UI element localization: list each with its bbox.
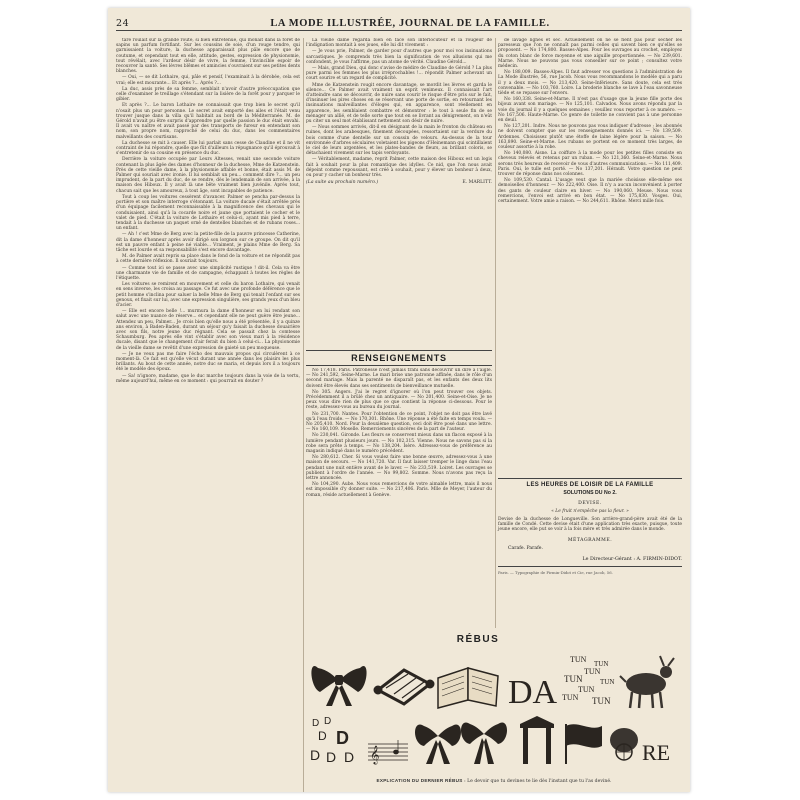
metagramme-label: MÉTAGRAMME.	[567, 537, 613, 543]
d-letter: D	[344, 749, 355, 765]
frame-icon	[375, 670, 433, 704]
gateway-icon	[520, 716, 554, 764]
tun-word: TUN	[562, 693, 579, 702]
paragraph: — Ah ! c'est Mme de Berg avec la petite-fille de la pauvre princesse Catherine, dit la dame d'honneur après avoir dirigé son lorgnon sur ce groupe. On dit qu'il est un pauvre enfant à peine né viable... Vraiment, je plains Mme de Berg. Sa tâche est lourde et sa responsabilité s'est encore davantage.	[116, 232, 300, 253]
loisir-body: Devise de la duchesse de Longueville. Son arrière-grand-père avait été de la famille de Condé. Cette devise était d'une application très exacte, puisque, toute jeune encore, elle put se voir à la fois mère et très admirée dans le monde.	[498, 517, 682, 533]
paragraph: No 127,201. Indre. Nous ne pouvons pas vous indiquer d'adresse ; les abonnés ne doivent compter que sur les renseignements donnés ici. — No 139,509. Ardennes. Choisissez plutôt une étoffe de laine légère pour la saison. — No 163,890. Seine-et-Marne. Les rubans se portent en ce moment très larges, de couleur assortie à la robe.	[498, 124, 682, 151]
paragraph: Derrière la voiture occupée par Leurs Altesses, venait une seconde voiture contenant la plus âgée des dames d'honneur de la duchesse, Mme de Katzenstein. Près de cette vieille dame, à la physionomie affable et bonne, était assis M. de Palmer qui souriait avec ironie. Il lui semblait un peu... comment dire ?... un peu imprudent, de la part du duc, de se rendre, dès le lendemain de son arrivée, à la maison des Hiboux. Il y avait là une bête vraiment bien juvénile. Après tout, chacun sait que les amoureux, à tout âge, sont incapables de patience.	[116, 157, 300, 194]
paragraph: No 188,009. Basses-Alpes. Il faut adresser vos questions à l'administration de La Mode illustrée, 56, rue Jacob. Nous vous recommandons le modèle qui a paru il y a deux mois. — No 213,420. Seine-Inférieure. Sans doute, cela est très convenable. — No 103,760. Loire. La broderie blanche se lave à l'eau savonneuse tiède et se repasse sur l'envers.	[498, 70, 682, 97]
paragraph: — Véritablement, madame, reprit Palmer, cette maison des Hiboux est un logis fait à souhait pour la plus romantique des idylles. Ce nid, que l'on nous avait dépeint comme repoussant, est créé à souhait, pour y élever un bonheur à deux, ou pour y cacher un bonheur très.	[306, 157, 492, 179]
d-letter: D	[312, 718, 320, 729]
paragraph: — Comme tout ici se passe avec une simplicité rustique ! dit-il. Cela va être une charmante vie de famille et de campagne, échappant à toutes les règles de l'étiquette.	[116, 265, 300, 281]
page-number: 24	[116, 17, 130, 29]
bow-icon	[311, 666, 366, 706]
flag-icon	[566, 724, 602, 764]
paragraph: No 160,338. Seine-et-Marne. Il n'est pas d'usage que la jeune fille porte des bijoux avant son mariage. — No 125,101. Calvados. Nous avons répondu par la voie du journal il y a quelques semaines ; veuillez vous reporter à ce numéro. — No 167,506. Haute-Marne. Ce genre de toilette ne convient pas à une personne en deuil.	[498, 97, 682, 124]
bow-icon	[415, 724, 461, 764]
d-letter: D	[336, 728, 349, 748]
paragraph: tare roulait sur la grande route, si bien entretenue, qui monait dans la forêt de sapins un parfum fortifiant. Sur les coussins de soie, d'un rouge tendre, qui garnissaient la voiture, la duchesse apparaissait plus pâle encore que de coutume, et cependant tout en elle, attitude, gestes, expression de physionomie, tout révélait, avec l'ardeur désir de vivre, la femme, l'invincible espoir de recouvrer la santé. Ses lèvres blêmes et amincies s'ouvraient sur ses petites dents blanches.	[116, 38, 300, 75]
paragraph: — Je ne veux pas me faire l'écho des mauvais propos qui circulèrent à ce moment-là. Ce fait est qu'elle vécut durant une année dans les plaisirs les plus brillants. Au bout de cette année, notre duc se maria, et depuis lors il a toujours été le modèle des époux.	[116, 351, 300, 373]
loisir-title: LES HEURES DE LOISIR DE LA FAMILLE	[498, 478, 682, 488]
d-letter: D	[310, 747, 321, 763]
tun-word: TUN	[592, 696, 611, 706]
rebus-caption-text: : Le devoir que tu devines te lie dès l'instant que tu l'as deviné.	[462, 779, 612, 784]
paragraph: Mme de Katzenstein rougit encore davantage, se mordit les lèvres et garda le silence... Ce Palmer avait vraiment un esprit venimeux. Il connaissait l'art d'atteindre sans se découvrir, de nuire sans courir le risque d'être pris sur le fait, d'insinuer les pires choses en se réservant une porte de sortie, en retournant les insinuations malveillantes d'éloges qui, en apparence, sont réellement en apparence, les semblaient combattre et démontrer : le tout à seule fin de se ménager un allié, et de telle sorte que tout en se livrant au dénigrement, on n'eût pu citer un seul mot établissant nettement son désir de nuire.	[306, 82, 492, 125]
metagramme-answer: Carafe. Parafe.	[508, 545, 543, 551]
continued-note: (La suite au prochain numéro.)	[306, 180, 379, 186]
paragraph: — Oui, — se dit Lothaire, qui, pâle et pensif, l'examinait à la dérobée, cela est vrai; elle est mourante... Et après ?... Après ?...	[116, 75, 300, 86]
paragraph: No 230,041. Gironde. Les fleurs se conservent mieux dans un flacon exposé à la lumière pendant plusieurs jours. — No 102,315. Vienne. Nous ne savons pas si la robe sera prête à temps. — No 138,204. Isère. Adressez-vous de préférence au magasin indiqué dans le numéro précédent.	[306, 433, 492, 455]
paragraph: Et après ?... Le baron Lothaire ne connaissait que trop bien le secret qu'il n'osait plus un pour personne. Le secret avait emporté des ailes et l'était venu trouver jusque dans la villa qu'il habitait au bord de la Méditerranée. M. de Gérold n'avait pu être surpris d'apprendre par quelle passion le duc était envahi. Il avait vu naître et avait passé par des transports de fureur en entendant son nom, son propre nom, rapproché de celui du duc, dans les commentaires malveillants des courtisans.	[116, 103, 300, 140]
journal-page	[108, 8, 690, 792]
renseignements-body	[306, 368, 492, 650]
paragraph: No 104,290. Aube. Nous vous remercions de votre aimable lettre, mais il nous est impossible d'y donner suite. — No 217,406. Paris. Mlle de Meyer, l'auteur du roman, réside actuellement à Genève.	[306, 482, 492, 498]
column-1	[116, 38, 300, 792]
tun-word: TUN	[570, 655, 587, 664]
paragraph: No 109,530. Cantal. L'usage veut que la mariée choisisse elle-même ses demoiselles d'honneur. — No 222,400. Oise. Il n'y a aucun inconvénient à porter des gants de couleur claire en hiver. — No 190,060. Meuse. Nous vous remercions, l'envoi est arrivé en bon état. — No 175,830. Vosges. Oui, certainement. Votre amie a raison. — No 244,611. Rhône. Merci mille fois.	[498, 178, 682, 205]
tun-word: TUN	[584, 667, 601, 676]
svg-text:𝄞: 𝄞	[370, 745, 380, 764]
tun-word: TUN	[600, 678, 615, 686]
paragraph: M. de Palmer avait repris sa place dans le fond de la voiture et ne répondit pas à cette dernière réflexion. Il souriait toujours.	[116, 254, 300, 265]
paragraph: La vieille dame regarda bien en face son interlocuteur et la rougeur de l'indignation montait à ses joues, elle lui dit vivement :	[306, 38, 492, 49]
d-letter: D	[318, 729, 327, 743]
story-footer	[306, 180, 492, 185]
wheel-icon	[610, 728, 638, 760]
page-header	[116, 16, 682, 31]
paragraph: La duchesse se mit à causer. Elle lui parlait sans cesse de Claudine et il ne vit contraint de lui répondre, quelle que fût d'ailleurs la répugnance qu'il éprouvait à s'entretenir de sa cousine en présence du duc.	[116, 140, 300, 157]
goat-icon	[620, 656, 674, 708]
rebus-letters-da: DA	[508, 674, 558, 711]
renseignements-heading: RENSEIGNEMENTS	[306, 350, 492, 366]
book-icon	[438, 668, 498, 708]
rebus-illustration	[308, 648, 680, 768]
loisir-section	[498, 478, 682, 575]
director-signature: Le Directeur-Gérant : A. FIRMIN-DIDOT.	[498, 557, 682, 567]
column-2	[306, 38, 492, 348]
paragraph: No 231,700. Nantes. Pour l'obtention de ce point, l'objet ne doit pas être lavé qu'à l'eau froide. — No 170,301. Rhône. Une réponse a été faite en temps voulu. — No 205,410. Nord. Pour la deuxième question, ceci doit être posé dans une lettre. — No 160,109. Moselle. Remerciements sincères de la part de l'auteur.	[306, 411, 492, 433]
d-letters-group	[310, 716, 354, 765]
rebus-caption	[308, 778, 680, 784]
journal-title: LA MODE ILLUSTRÉE, JOURNAL DE LA FAMILLE.	[270, 17, 550, 29]
paragraph: — Je vous prie, Palmer, de garder pour d'autres que pour moi vos insinuations sarcastiques. Je comprends très bien la signification de vos allusions qui me confondent, je vous l'affirme, pas un atome de vérité. Claudine Gérold...	[306, 49, 492, 65]
devise-label: DEVISE.	[578, 501, 602, 506]
rebus-caption-label: EXPLICATION DU DERNIER RÉBUS	[376, 778, 463, 783]
paragraph: No 305. Angers. J'ai le regret d'ignorer où l'on peut trouver ces objets. Précédemment il a brûlé chez un antiquaire. — No 201,400. Seine-et-Oise. Je ne peux vous dire rien de plus que ce que contient la réponse ci-dessous. Pour le reste, adressez-vous au bureau du journal.	[306, 389, 492, 411]
paragraph: No 17,418. Paris. Patronesse n'est jamais trahi sans découvrir un dire à l'aigle. — No 241,592, Seine-Marne. Le mari brise une patronne affinée, dans le rôle d'un second mariage. Mais la parenté ne disparaît pas, et les enfants des deux lits doivent être élevés dans ses sentiments de bienveillance mutuelle.	[306, 368, 492, 389]
tun-word: TUN	[594, 660, 609, 668]
paragraph: Les voitures se remirent en mouvement et celle du baron Lothaire, qui venait en sens inverse, les croisa au passage. Ce fut avec une profonde déférence que le petit homme s'inclina pour saluer la belle Mme de Berg qui tenait l'enfant sur ses genoux, et fixait sur lui, avec une expression singulière, ses grands yeux d'un bleu d'acier.	[116, 282, 300, 308]
paragraph: de lavage lignes et sec. Actuellement on ne se fient pas pour sécher les paresseux que l'on ne connaît pas parmi celles qui savent bien ce qu'elles se proposent. — No 174,800. Basses-Alpes. Pour les ouvrages au crochet, employez du coton blanc de force moyenne et une aiguille proportionnée. — No 239,601. Marne. Nous ne pouvons pas vous conseiller sur ce point ; consultez votre médecin.	[498, 38, 682, 70]
paragraph: — Nous sommes arrivés, dit-il en désignant de la main le fronton du château en ruines, dont les arabesques, finement découpées, ressortaient sur la verdure du bois comme d'une dentelle sur un coussin de velours. Au-dessus de la tour environnée d'arbres séculaires voletaient les pigeons d'Heinemann qui scintillaient le ciel de leurs argentées, et les plates-bandes de fleurs, au brillant coloris, se détachaient vivement sur les tapis verdoyants.	[306, 125, 492, 157]
rebus-letters-re: RE	[642, 740, 671, 765]
paragraph: La duc, assis près de sa femme, semblait n'avoir d'autre préoccupation que celle d'examiner le treillage s'étendant sur la lisière de la forêt pour y parquer le gibier.	[116, 86, 300, 103]
music-staff-icon	[368, 740, 408, 765]
column-divider	[303, 38, 304, 792]
bow-icon	[461, 722, 507, 764]
paragraph: — Sa! n'ignore, madame, que le duc marche toujours dans la voie de la vertu, même aujourd'hui, même en ce moment : qui pourrait en douter ?	[116, 373, 300, 384]
rebus-title: RÉBUS	[456, 634, 500, 645]
tun-word-group	[562, 655, 614, 706]
printer-line: Paris. — Typographie de Firmin-Didot et Cie, rue Jacob, 56.	[498, 569, 613, 575]
loisir-subtitle: SOLUTIONS DU No 2.	[563, 490, 617, 496]
paragraph: — Mais, grand Dieu, qui donc s'avise de médire de Claudine de Gérold ? La plus pure parmi les femmes les plus irréprochables !... répondit Palmer achevant un court sourire et un regard de complicité.	[306, 66, 492, 82]
paragraph: No 280,612. Cher. Si vous voulez faire une bonne œuvre, adressez-vous à une maison de secours. — No 141,720. Var. Il faut laisser tremper le linge dans l'eau pendant une nuit entière avant de le laver. — No 233,519. Loiret. Les ouvrages se publient à l'ordre de l'année. — No 99,802. Somme. Nous n'avons pas reçu la lettre annoncée.	[306, 455, 492, 482]
devise-text: « Le fruit n'empêche pas la fleur. »	[551, 509, 629, 514]
author-signature: E. MARLITT.	[462, 180, 492, 186]
d-letter: D	[324, 716, 332, 727]
paragraph: Tout à coup les voitures cessèrent d'avancer. Palmer se pencha par-dessus la portière et son maître interroge s'étonnant. La voiture ducale s'était arrêtée près d'un équipage facilement reconnaissable à la magnificence des chevaux qui le conduisaient, ainsi qu'à la cocarde noire et jaune que portaient le cocher et le valet de pied. C'était la voiture de Lothaire et celui-ci, ayant mis pied à terre, tendait à la duchesse un paquet orné de dentelles blanches et de rubans roses... un enfant.	[116, 194, 300, 232]
paragraph: No 140,080. Aisne. La coiffure à la mode pour les petites filles consiste en cheveux relevés et retenus par un ruban. — No 121,360. Seine-et-Marne. Nous serons très heureux de recevoir de vous d'autres communications. — No 111,409. Paris. Oui, le tulle est porté. — No 137,201. Hérault. Votre question ne peut trouver de réponse dans nos colonnes.	[498, 151, 682, 178]
column-3	[498, 38, 682, 468]
tun-word: TUN	[564, 674, 583, 684]
column-divider	[495, 38, 496, 628]
tun-word: TUN	[578, 685, 595, 694]
d-letter: D	[326, 749, 337, 765]
paragraph: — Elle est encore belle !... murmura la dame d'honneur en lui rendant son salut avec une nuance de réserve... et cependant elle ne peut guère être jeune... Attendez un peu, Palmer... Je crois bien qu'elle nous a été présentée, il y a quinze ans environ, à Baden-Baden, durant un séjour qu'y faisait la duchesse douairière avec son fils, notre jeune duc régnant. Cela se passait chez la comtesse Schaumburg. Peu après elle vint s'établir avec son vieux mari à la résidence ducale, disant que le changement d'air ferait du bien à celui-ci... La physionomie de la vieille dame se revêtit d'une expression de gaieté un peu moqueuse.	[116, 309, 300, 351]
